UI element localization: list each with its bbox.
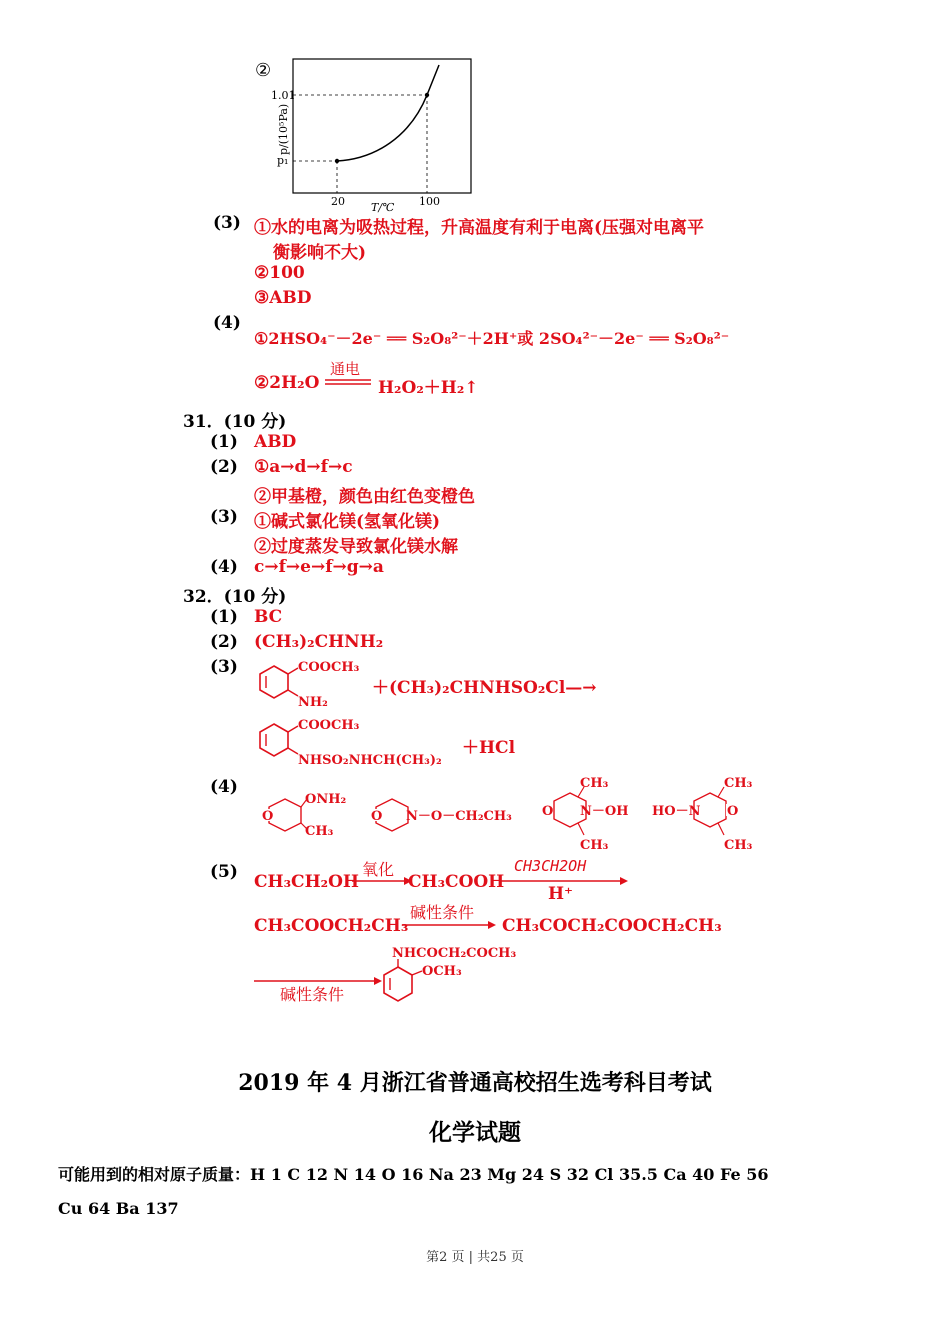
exam-title: 2019 年 4 月浙江省普通高校招生选考科目考试 (238, 1070, 712, 1096)
equal-sign-arrow (325, 378, 375, 388)
isomer-3 (540, 775, 640, 857)
route-l1-b: CH₃COOH (408, 872, 505, 892)
q31-2-1: ①a→d→f→c (254, 457, 353, 477)
atomic-masses-line2: Cu 64 Ba 137 (58, 1199, 179, 1218)
route-l2-a: CH₃COOCH₂CH₃ (254, 916, 409, 936)
q31-2-2: ②甲基橙，颜色由红色变橙色 (254, 487, 475, 507)
q31-3-1: ①碱式氯化镁(氢氧化镁) (254, 512, 441, 532)
q31-4-answer: c→f→e→f→g→a (254, 557, 384, 577)
q31-3-num: (3) (210, 507, 238, 527)
q31-4-num: (4) (210, 557, 238, 577)
q30-3-3: ③ABD (254, 288, 312, 308)
isomer1-o: O (262, 809, 274, 824)
q30-part3-num: (3) (213, 213, 241, 233)
q30-part4-num: (4) (213, 313, 241, 333)
x-axis-label: T/℃ (371, 201, 395, 214)
arrow-3 (402, 920, 498, 930)
q31-heading: 31．(10 分) (183, 412, 287, 432)
route-l2-cond: 碱性条件 (410, 903, 475, 922)
r2-sub2: NHSO₂NHCH(CH₃)₂ (298, 753, 442, 768)
atomic-masses-line1: 可能用到的相对原子质量：H 1 C 12 N 14 O 16 Na 23 Mg 24 S 32 Cl 35.5 Ca 40 Fe 56 (58, 1165, 769, 1184)
q30-3-1b: 衡影响不大) (273, 243, 367, 263)
r1-plus: ＋(CH₃)₂CHNHSO₂Cl—→ (372, 678, 597, 698)
q30-4-1: ①2HSO₄⁻－2e⁻ ══ S₂O₈²⁻＋2H⁺或 2SO₄²⁻－2e⁻ ══ S₂O₈²⁻ (254, 329, 730, 348)
q32-3-num: (3) (210, 657, 238, 677)
product-benzene (380, 945, 550, 1015)
isomer4-bot: CH₃ (724, 838, 753, 853)
isomer-1 (255, 785, 365, 840)
route-l1-a: CH₃CH₂OH (254, 872, 359, 892)
isomer3-mid: N－OH (580, 804, 629, 819)
graph-marker: ② (255, 60, 272, 81)
r2-sub1: COOCH₃ (298, 718, 360, 733)
y-tick-1: 1.01 (271, 89, 296, 102)
x-tick-1: 20 (331, 195, 345, 208)
r2-plus: ＋HCl (462, 738, 516, 758)
q32-5-num: (5) (210, 862, 238, 882)
isomer3-o: O (542, 804, 554, 819)
r1-sub2: NH₂ (298, 695, 328, 710)
q30-3-1a: ①水的电离为吸热过程，升高温度有利于电离(压强对电离平 (254, 218, 705, 238)
isomer4-top: CH₃ (724, 776, 753, 791)
isomer1-ch3: CH₃ (305, 824, 334, 839)
isomer2-o: O (371, 809, 383, 824)
q32-2-num: (2) (210, 632, 238, 652)
route-l1-cond2: CH3CH2OH (514, 857, 587, 875)
pressure-curve (337, 65, 439, 161)
benzene-ring-1 (256, 662, 366, 712)
q30-4-2-right: H₂O₂＋H₂↑ (378, 378, 479, 398)
q31-1-num: (1) (210, 432, 238, 452)
q32-1-num: (1) (210, 607, 238, 627)
y-axis-label: p/(10⁵Pa) (277, 103, 290, 155)
isomer2-chain: N－O－CH₂CH₃ (406, 809, 512, 824)
route-l1-cond1: 氧化 (362, 860, 395, 879)
q32-2-answer: (CH₃)₂CHNH₂ (254, 632, 384, 652)
q30-4-2-left: ②2H₂O (254, 373, 320, 393)
route-l1-cond2b: H⁺ (548, 884, 574, 904)
q32-1-answer: BC (254, 607, 283, 627)
benzene-ring-2 (256, 720, 486, 770)
x-tick-2: 100 (419, 195, 440, 208)
exam-subtitle: 化学试题 (429, 1119, 521, 1146)
product-sub2: OCH₃ (422, 964, 462, 979)
isomer3-bot: CH₃ (580, 838, 609, 853)
y-tick-2: p₁ (277, 154, 289, 167)
page-footer: 第2 页 | 共25 页 (426, 1250, 524, 1265)
route-l2-b: CH₃COCH₂COOCH₂CH₃ (502, 916, 722, 936)
q32-heading: 32．(10 分) (183, 587, 287, 607)
arrow-1 (352, 876, 412, 886)
isomer-2 (370, 795, 530, 835)
isomer4-o: O (727, 804, 739, 819)
q32-4-num: (4) (210, 777, 238, 797)
isomer1-onh2: ONH₂ (305, 792, 347, 807)
isomer4-left: HO－N (652, 804, 701, 819)
product-sub1: NHCOCH₂COCH₃ (392, 946, 517, 961)
route-l3-cond: 碱性条件 (280, 985, 345, 1004)
r1-sub1: COOCH₃ (298, 660, 360, 675)
pressure-temperature-graph (265, 55, 485, 215)
isomer3-top: CH₃ (580, 776, 609, 791)
q31-1-answer: ABD (254, 432, 297, 452)
q30-3-2: ②100 (254, 263, 305, 283)
isomer-4 (652, 775, 772, 857)
q31-3-2: ②过度蒸发导致氯化镁水解 (254, 537, 458, 557)
q31-2-num: (2) (210, 457, 238, 477)
q30-4-2-condition: 通电 (330, 360, 361, 378)
